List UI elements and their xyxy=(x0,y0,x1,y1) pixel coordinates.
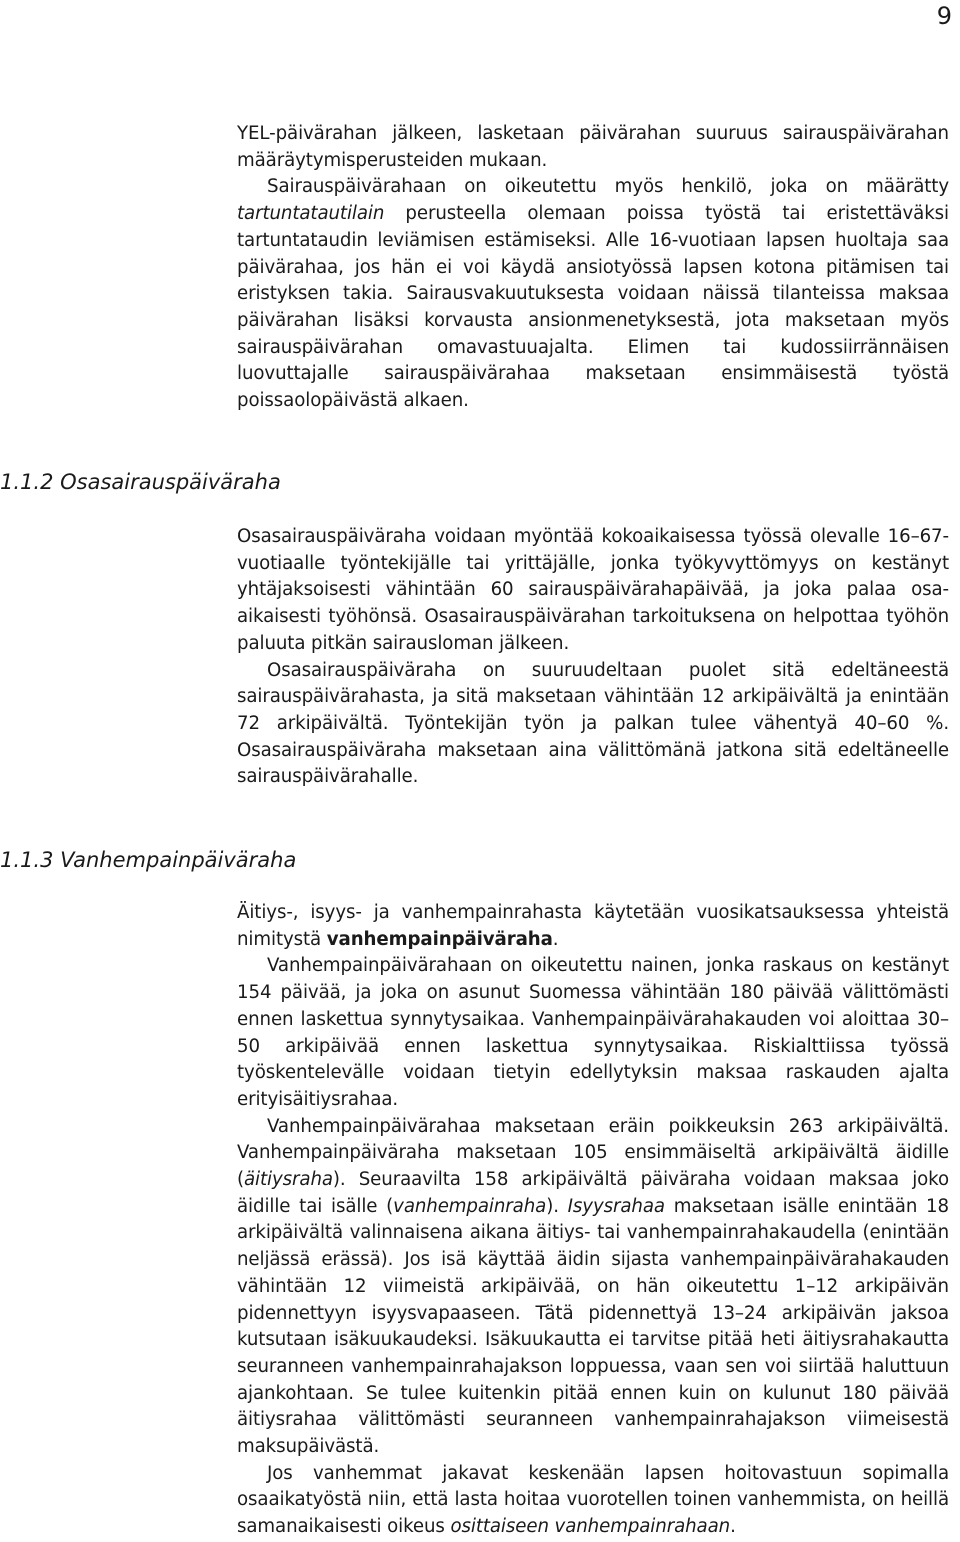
section-112-block xyxy=(237,524,949,791)
text-run: perusteella olemaan poissa työstä tai eristettäväksi tartuntataudin leviämisen estämiseksi. Alle 16-vuotiaan lapsen huoltaja saa päivärahaa, jos hän ei voi käydä ansiotyössä lapsen kotona pitämisen tai eristyksen takia. Sairausvakuutuksesta voidaan näissä tilanteissa maksaa päivärahan lisäksi korvausta ansionmenetyksestä, jota maksetaan myös sairauspäivärahan omavastuuajalta. Elimen tai kudossiirrännäisen luovuttajalle sairauspäivärahaa maksetaan ensimmäisestä työstä poissaolopäivästä alkaen. xyxy=(237,203,949,412)
section-113-block xyxy=(237,900,949,1541)
emphasis: osittaiseen vanhempainrahaan xyxy=(450,1516,731,1538)
intro-block xyxy=(237,121,949,415)
section-heading: 1.1.3 Vanhempainpäiväraha xyxy=(0,848,297,872)
paragraph: Vanhempainpäivärahaan on oikeutettu nainen, jonka raskaus on kestänyt 154 päivää, ja joka on asunut Suomessa vähintään 180 päivää välittömästi ennen laskettua synnytysaikaa. Vanhempainpäivärahakauden voi aloittaa 30–50 arkipäivää ennen laskettua synnytysaikaa. Riskialttiissa työssä työskentelevälle voidaan tietyin edellytyksin maksaa raskauden ajalta erityisäitiysrahaa. xyxy=(237,955,949,1110)
text-run: ). xyxy=(546,1195,568,1217)
text-run: . xyxy=(730,1516,736,1538)
text-run: Sairauspäivärahaan on oikeutettu myös henkilö, joka on määrätty xyxy=(267,176,949,198)
emphasis: tartuntatautilain xyxy=(237,203,385,225)
paragraph xyxy=(237,1461,949,1541)
bold-term: vanhempainpäiväraha xyxy=(326,928,553,950)
paragraph xyxy=(237,900,949,953)
paragraph xyxy=(237,174,949,414)
text-run: maksetaan isälle enintään 18 arkipäivältä valinnaisena aikana äitiys- tai vanhempainrahakaudella (enintään neljässä erässä). Jos isä käyttää äidin sijasta vanhempainpäivärahakauden vähintään 12 viimeistä arkipäivää, on hän oikeutettu 1–12 arkipäivän pidennettyyn isyysvapaaseen. Tätä pidennettyä 13–24 arkipäivän jaksoa kutsutaan isäkuukaudeksi. Isäkuukautta ei tarvitse pitää heti äitiysrahakautta seuranneen vanhempainrahajakson loppuessa, vaan sen voi siirtää haluttuun ajankohtaan. Se tulee kuitenkin pitää ennen kuin on kulunut 180 päivää äitiysrahaa välittömästi seuranneen vanhempainrahajakson viimeisestä maksupäivästä. xyxy=(237,1195,949,1458)
page-number: 9 xyxy=(936,2,952,30)
text-run: ). Seuraavilta 158 arkipäivältä päiväraha voidaan maksaa joko äidille tai isälle ( xyxy=(237,1169,949,1217)
text-run: . xyxy=(552,928,559,950)
emphasis: Isyysrahaa xyxy=(567,1195,665,1217)
paragraph: Osasairauspäiväraha voidaan myöntää kokoaikaisessa työssä olevalle 16–67-vuotiaalle työntekijälle tai yrittäjälle, jonka työkyvyttömyys on kestänyt yhtäjaksoisesti vähintään 60 sairauspäivärahapäivää, ja joka palaa osa-aikaisesti työhönsä. Osasairauspäivärahan tarkoituksena on helpottaa työhön paluuta pitkän sairausloman jälkeen. xyxy=(237,526,949,654)
paragraph: YEL-päivärahan jälkeen, lasketaan päivärahan suuruus sairauspäivärahan määräytymisperusteiden mukaan. xyxy=(237,123,949,171)
text-run: Jos vanhemmat jakavat keskenään lapsen hoitovastuun sopimalla osaaikatyöstä niin, että lasta hoitaa vuorotellen toinen vanhemmista, on heillä samanaikaisesti oikeus xyxy=(237,1462,949,1538)
text-run: Vanhempainpäivärahaa maksetaan eräin poikkeuksin 263 arkipäivältä. Vanhempainpäiväraha maksetaan 105 ensimmäiseltä arkipäivältä äidille ( xyxy=(237,1115,949,1191)
paragraph: Osasairauspäiväraha on suuruudeltaan puolet sitä edeltäneestä sairauspäivärahasta, ja sitä maksetaan vähintään 12 arkipäivältä ja enintään 72 arkipäivältä. Työntekijän työn ja palkan tulee vähentyä 40–60 %. Osasairauspäiväraha maksetaan aina välittömänä jatkona sitä edeltäneelle sairauspäivärahalle. xyxy=(237,659,949,788)
paragraph xyxy=(237,1114,949,1461)
section-heading: 1.1.2 Osasairauspäiväraha xyxy=(0,470,281,494)
emphasis: vanhempainraha xyxy=(393,1195,547,1217)
text-run: Äitiys-, isyys- ja vanhempainrahasta käytetään vuosikatsauksessa yhteistä nimitystä xyxy=(237,902,949,950)
emphasis: äitiysraha xyxy=(244,1169,333,1191)
